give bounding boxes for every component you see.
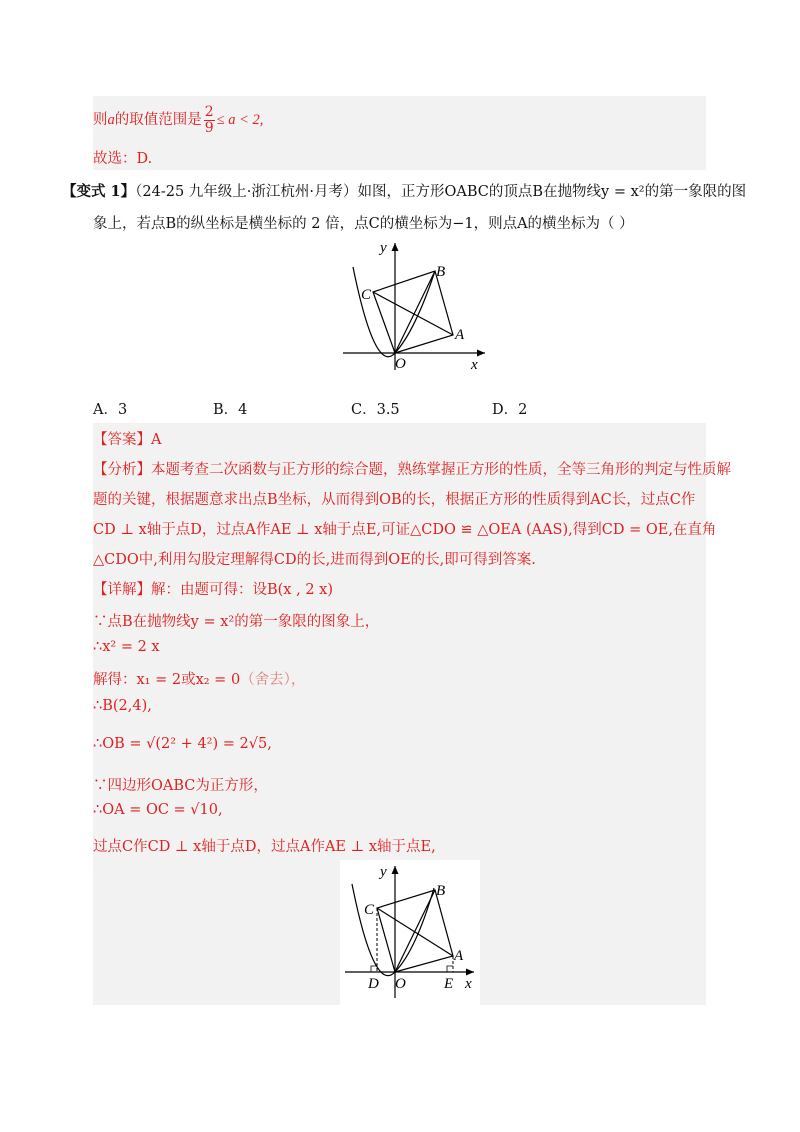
fraction-denominator: 9	[204, 120, 214, 136]
fig1-a-label: A	[455, 327, 465, 343]
fig2-b-label: B	[436, 883, 446, 899]
step-3-note: （舍去），	[240, 672, 306, 688]
step-2: ∴x² = 2 x	[93, 639, 160, 655]
answer-line: 【答案】A	[93, 432, 162, 448]
step-3-main: 解得：x₁ = 2或x₂ = 0	[93, 672, 241, 688]
fraction-numerator: 2	[204, 104, 214, 120]
step-1: ∵点B在抛物线y = x²的第一象限的图象上，	[93, 614, 380, 630]
solution-figure	[340, 860, 480, 1005]
problem-text-1: （24-25 九年级上·浙江杭州·月考）如图，正方形OABC的顶点B在抛物线y = x²的第一象限的图	[135, 184, 747, 200]
fig2-c-label: C	[364, 902, 375, 918]
analysis-line-3: CD ⊥ x轴于点D，过点A作AE ⊥ x轴于点E,可证△CDO ≌ △OEA (AAS),得到CD = OE,在直角	[93, 522, 717, 538]
problem-tag: 【变式 1】	[62, 183, 136, 200]
fig1-x-label: x	[471, 357, 478, 373]
analysis-line-4: △CDO中,利用勾股定理解得CD的长,进而得到OE的长,即可得到答案.	[93, 552, 536, 568]
range-mid: 的取值范围是	[114, 112, 202, 128]
problem-figure	[335, 235, 495, 375]
fig2-a-label: A	[454, 948, 464, 964]
step-6: ∵四边形OABC为正方形，	[93, 778, 268, 794]
fig2-e-label: E	[444, 976, 454, 992]
choice-statement: 故选：D.	[93, 151, 153, 167]
fig2-o-label: O	[395, 976, 406, 992]
step-8: 过点C作CD ⊥ x轴于点D，过点A作AE ⊥ x轴于点E,	[93, 839, 436, 855]
fig2-y-label: y	[380, 864, 387, 880]
range-statement	[93, 105, 263, 135]
analysis-line-2: 题的关键，根据题意求出点B坐标，从而得到OB的长，根据正方形的性质得到AC长，过点C作	[93, 492, 696, 508]
problem-line-1	[62, 180, 746, 201]
option-d: D．2	[492, 402, 528, 418]
fraction	[204, 105, 215, 135]
range-prefix: 则	[93, 112, 108, 128]
option-c: C．3.5	[351, 402, 400, 418]
problem-line-2: 象上，若点B的纵坐标是横坐标的 2 倍，点C的横坐标为−1，则点A的横坐标为（ ）	[93, 216, 634, 232]
detail-tag: 【详解】	[93, 582, 151, 598]
detail-text: 解：由题可得：设B(x , 2 x)	[151, 582, 333, 598]
analysis-line-1: 【分析】本题考查二次函数与正方形的综合题，熟练掌握正方形的性质，全等三角形的判定与性质解	[93, 462, 731, 478]
step-4: ∴B(2,4),	[93, 698, 152, 714]
detail-line-1	[93, 578, 333, 599]
option-a: A．3	[93, 402, 128, 418]
fig1-o-label: O	[395, 356, 406, 372]
fig2-d-label: D	[368, 976, 379, 992]
option-b: B．4	[213, 402, 248, 418]
step-3	[93, 668, 305, 689]
range-var: a	[107, 112, 115, 128]
range-rest: ≤ a < 2,	[216, 112, 264, 128]
fig1-y-label: y	[380, 240, 387, 256]
fig1-b-label: B	[436, 264, 446, 280]
fig2-x-label: x	[465, 976, 472, 992]
step-7: ∴OA = OC = √10,	[93, 802, 223, 818]
step-5: ∴OB = √(2² + 4²) = 2√5,	[93, 736, 272, 752]
fig1-c-label: C	[361, 287, 372, 303]
